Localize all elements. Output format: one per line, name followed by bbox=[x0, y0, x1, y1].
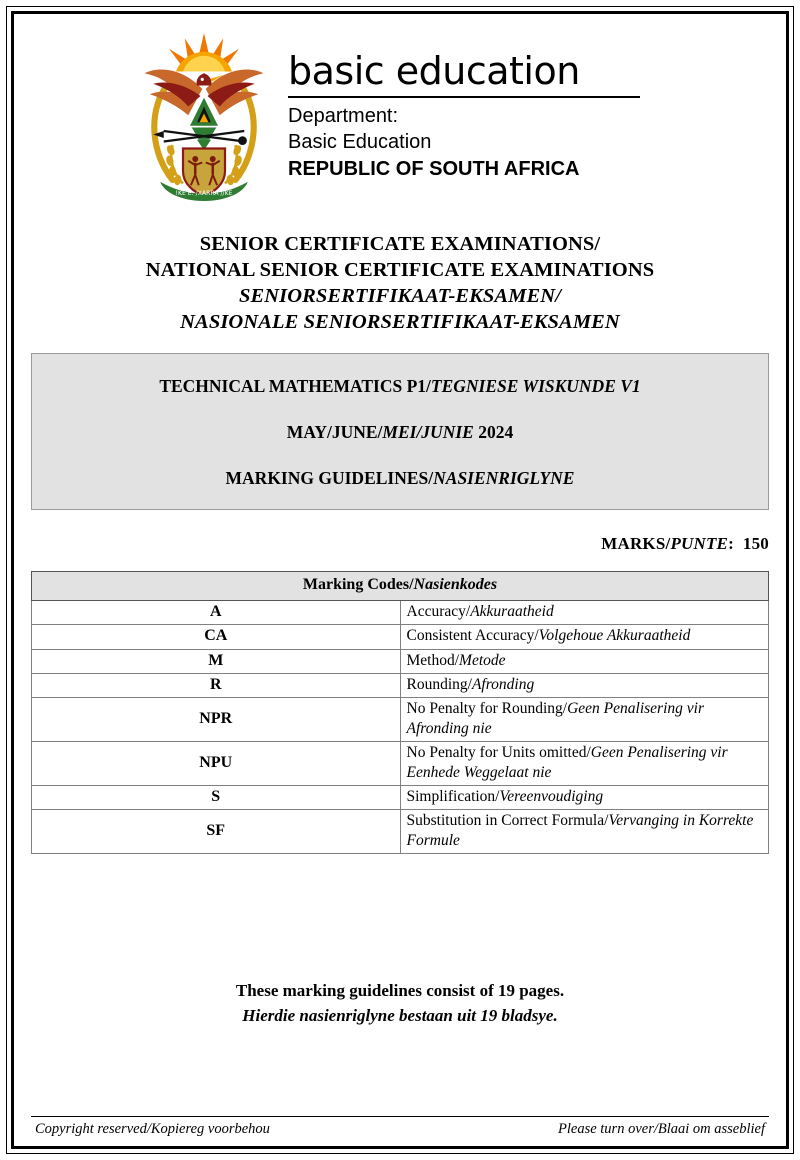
description-af: Geen Penalisering vir Eenhede Weggelaat nie bbox=[406, 744, 728, 781]
letterhead bbox=[22, 0, 778, 201]
page-count-statement bbox=[22, 979, 778, 1028]
subject-name-af: TEGNIESE WISKUNDE V1 bbox=[430, 376, 641, 397]
description-af: Metode bbox=[459, 651, 506, 669]
department-label: Department: bbox=[288, 104, 399, 127]
footer-row bbox=[22, 1121, 778, 1138]
description-en: No Penalty for Rounding/ bbox=[406, 700, 568, 718]
code-cell: CA bbox=[32, 625, 401, 649]
page-count-afrikaans: Hierdie nasienriglyne bestaan uit 19 bladsye. bbox=[242, 1005, 558, 1025]
page-footer bbox=[22, 1116, 778, 1138]
description-cell bbox=[400, 625, 769, 649]
total-marks bbox=[22, 534, 769, 554]
wordmark-rule bbox=[288, 96, 640, 98]
marks-label-en: MARKS/ bbox=[601, 534, 671, 554]
wordmark-title: basic education bbox=[288, 49, 580, 93]
description-en: Substitution in Correct Formula/ bbox=[406, 812, 609, 830]
description-cell bbox=[400, 649, 769, 673]
description-af: Vervanging in Korrekte Formule bbox=[406, 812, 754, 850]
exam-title-line-1: SENIOR CERTIFICATE EXAMINATIONS/ bbox=[199, 233, 601, 255]
description-af: Afronding bbox=[471, 676, 535, 694]
coat-of-arms-icon bbox=[134, 26, 274, 201]
description-cell bbox=[400, 674, 769, 698]
subject-name-en: TECHNICAL MATHEMATICS P1/ bbox=[159, 376, 431, 397]
turn-over-notice: Please turn over/Blaai om asseblief bbox=[558, 1121, 765, 1137]
description-af: Geen Penalisering vir Afronding nie bbox=[406, 700, 704, 738]
code-cell: M bbox=[32, 649, 401, 673]
description-en: No Penalty for Units omitted/ bbox=[406, 744, 591, 762]
document-type-line bbox=[42, 468, 758, 489]
table-row bbox=[32, 625, 769, 649]
code-cell: R bbox=[32, 674, 401, 698]
table-row bbox=[32, 600, 769, 624]
code-cell: NPU bbox=[32, 742, 401, 786]
exam-title-line-4: NASIONALE SENIORSERTIFIKAAT-EKSAMEN bbox=[180, 311, 620, 334]
country-name: REPUBLIC OF SOUTH AFRICA bbox=[288, 157, 580, 180]
exam-title-line-2: NATIONAL SENIOR CERTIFICATE EXAMINATIONS bbox=[145, 259, 655, 282]
description-cell bbox=[400, 810, 769, 854]
marks-separator: : bbox=[728, 534, 734, 554]
table-header-af: Nasienkodes bbox=[413, 576, 498, 594]
description-cell bbox=[400, 742, 769, 786]
description-en: Rounding/ bbox=[406, 676, 472, 694]
doctype-af: NASIENRIGLYNE bbox=[433, 468, 575, 489]
code-cell: S bbox=[32, 785, 401, 809]
description-en: Method/ bbox=[406, 651, 460, 669]
page-count-english: These marking guidelines consist of 19 pages. bbox=[235, 980, 565, 1000]
table-row bbox=[32, 698, 769, 742]
exam-session-line bbox=[42, 422, 758, 443]
description-en: Simplification/ bbox=[406, 788, 500, 806]
crest-motto-text: !KE E: /XARRA //KE bbox=[175, 189, 233, 197]
doctype-en: MARKING GUIDELINES/ bbox=[225, 468, 434, 489]
subject-info-box bbox=[31, 353, 769, 510]
marking-codes-table bbox=[31, 571, 769, 854]
subject-line bbox=[42, 376, 758, 397]
table-header-en: Marking Codes/ bbox=[302, 576, 414, 594]
description-af: Vereenvoudiging bbox=[499, 788, 604, 806]
description-cell bbox=[400, 785, 769, 809]
session-af: MEI/JUNIE bbox=[382, 422, 474, 443]
code-cell: SF bbox=[32, 810, 401, 854]
table-row bbox=[32, 674, 769, 698]
session-en: MAY/JUNE/ bbox=[286, 422, 383, 443]
table-header-cell bbox=[32, 572, 769, 600]
session-year: 2024 bbox=[473, 422, 514, 443]
description-cell bbox=[400, 600, 769, 624]
exam-title-block bbox=[22, 231, 778, 335]
marks-value: 150 bbox=[742, 534, 769, 554]
table-row bbox=[32, 649, 769, 673]
description-en: Accuracy/ bbox=[406, 602, 471, 620]
table-header-row bbox=[32, 572, 769, 600]
description-af: Volgehoue Akkuraatheid bbox=[538, 627, 691, 645]
description-en: Consistent Accuracy/ bbox=[406, 627, 539, 645]
exam-title-line-3: SENIORSERTIFIKAAT-EKSAMEN/ bbox=[238, 285, 561, 308]
description-af: Akkuraatheid bbox=[470, 602, 554, 620]
wordmark-block bbox=[288, 26, 640, 182]
department-name: Basic Education bbox=[288, 131, 432, 154]
copyright-notice: Copyright reserved/Kopiereg voorbehou bbox=[35, 1121, 270, 1137]
footer-rule bbox=[31, 1116, 769, 1117]
code-cell: A bbox=[32, 600, 401, 624]
table-row bbox=[32, 742, 769, 786]
table-row bbox=[32, 785, 769, 809]
table-row bbox=[32, 810, 769, 854]
description-cell bbox=[400, 698, 769, 742]
marks-label-af: PUNTE bbox=[670, 534, 729, 554]
code-cell: NPR bbox=[32, 698, 401, 742]
